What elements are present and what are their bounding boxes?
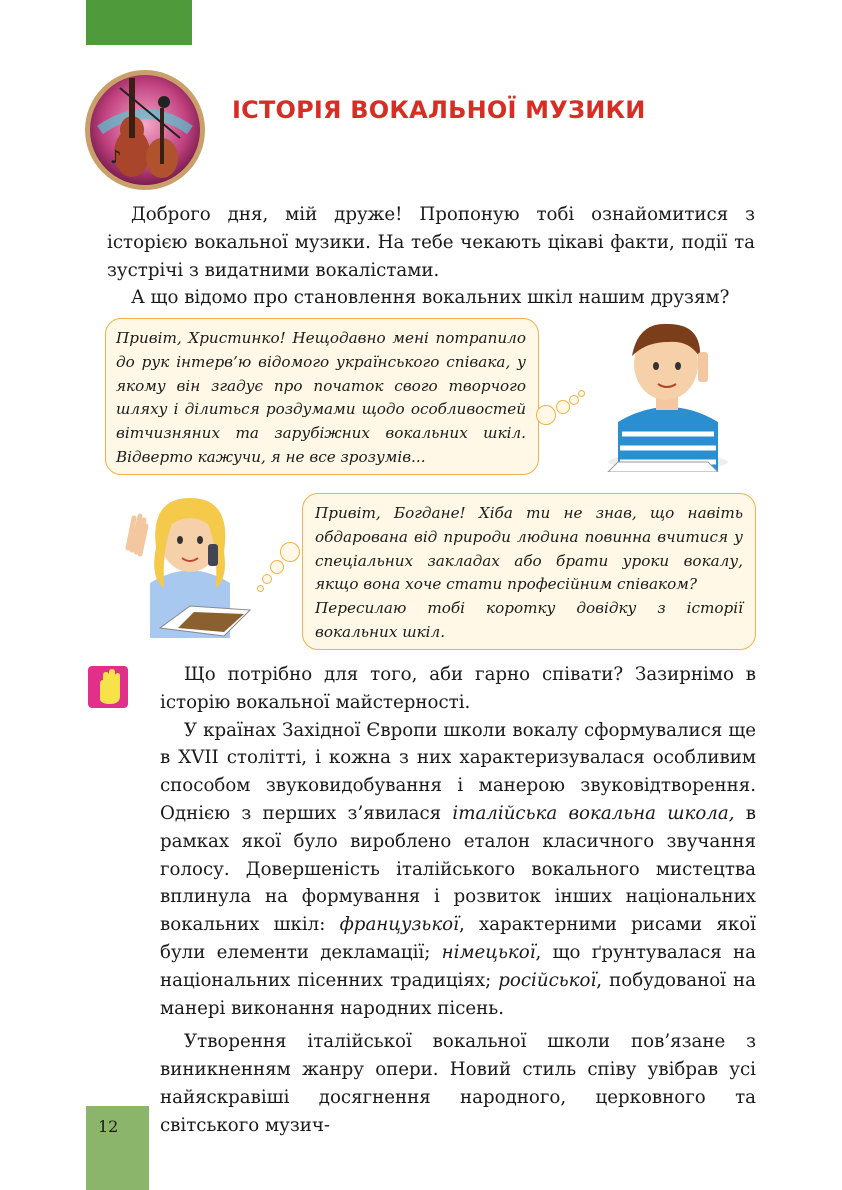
girl-bubble-text-2: Пересилаю тобі коротку довідку з історії вокальних шкіл. (315, 599, 743, 641)
italic-term: італійська вокальна школа, (452, 802, 735, 824)
question-paragraph: А що відомо про становлення вокальних шкіл нашим друзям? (131, 287, 730, 308)
text-run: в рамках якої було вироблено еталон класичного звучання голосу. Довершеність італійського вокального мистецтва вплинула на формування і розвиток інших національних вокальних шкіл: (160, 802, 756, 936)
stop-hand-icon (88, 666, 128, 708)
text-run: , характерними рисами якої були елементи декламації; (160, 914, 756, 963)
boy-on-phone-illustration (598, 312, 736, 472)
body-paragraph-2 (160, 717, 756, 1023)
thought-dot (556, 400, 570, 414)
girl-speech-bubble (302, 493, 756, 650)
body-paragraph-1: Що потрібно для того, аби гарно співати? Зазирнімо в історію вокальної майстерності. (160, 664, 756, 713)
text-run: , побудованої на манері виконання народних пісень. (160, 969, 756, 1019)
page-number: 12 (98, 1117, 119, 1136)
violin-emblem-icon (80, 58, 210, 193)
main-article-text (160, 661, 756, 1140)
page-title: ІСТОРІЯ ВОКАЛЬНОЇ МУЗИКИ (232, 96, 646, 124)
italic-term: німецької (441, 941, 536, 963)
thought-dot (578, 390, 585, 397)
thought-dot (280, 542, 300, 562)
boy-speech-bubble (105, 318, 539, 475)
body-paragraph-3: Утворення італійської вокальної школи пов’язане з виникненням жанру опери. Новий стиль співу увібрав усі найяскравіші досягнення народного, церковного та світського музич- (160, 1031, 756, 1136)
top-green-tab (86, 0, 192, 45)
text-run: , що ґрунтувалася на національних пісенних традиціях; (160, 941, 756, 991)
text-run: У країнах Західної Європи школи вокалу сформувалися ще в XVII столітті, і кожна з них характеризувалася особливим способом звуковидобування і манерою звуковідтворення. Однією з перших з’явилася (160, 719, 756, 824)
thought-dot (270, 560, 284, 574)
thought-dot (569, 395, 579, 405)
girl-bubble-text-1: Привіт, Богдане! Хіба ти не знав, що навіть обдарована від природи людина повинна вчитися у спеціальних закладах або брати уроки вокалу, якщо вона хоче стати професійним співаком? (315, 504, 743, 594)
boy-bubble-text: Привіт, Христинко! Нещодавно мені потрапило до рук інтерв’ю відомого українського співака, у якому він згадує про початок свого творчого шляху і ділиться роздумами щодо особливостей вітчизняних та зарубіжних вокальних шкіл. Відверто кажучи, я не все зрозумів... (116, 329, 526, 466)
italic-term: французької (339, 914, 459, 936)
svg-text:♪: ♪ (110, 147, 122, 168)
girl-on-phone-illustration (120, 488, 260, 638)
intro-paragraph: Доброго дня, мій друже! Пропоную тобі ознайомитися з історією вокальної музики. На тебе чекають цікаві факти, події та зустрічі з видатними вокалістами. (107, 204, 755, 281)
italic-term: російської (498, 969, 597, 991)
thought-dot (262, 574, 272, 584)
thought-dot (536, 405, 556, 425)
